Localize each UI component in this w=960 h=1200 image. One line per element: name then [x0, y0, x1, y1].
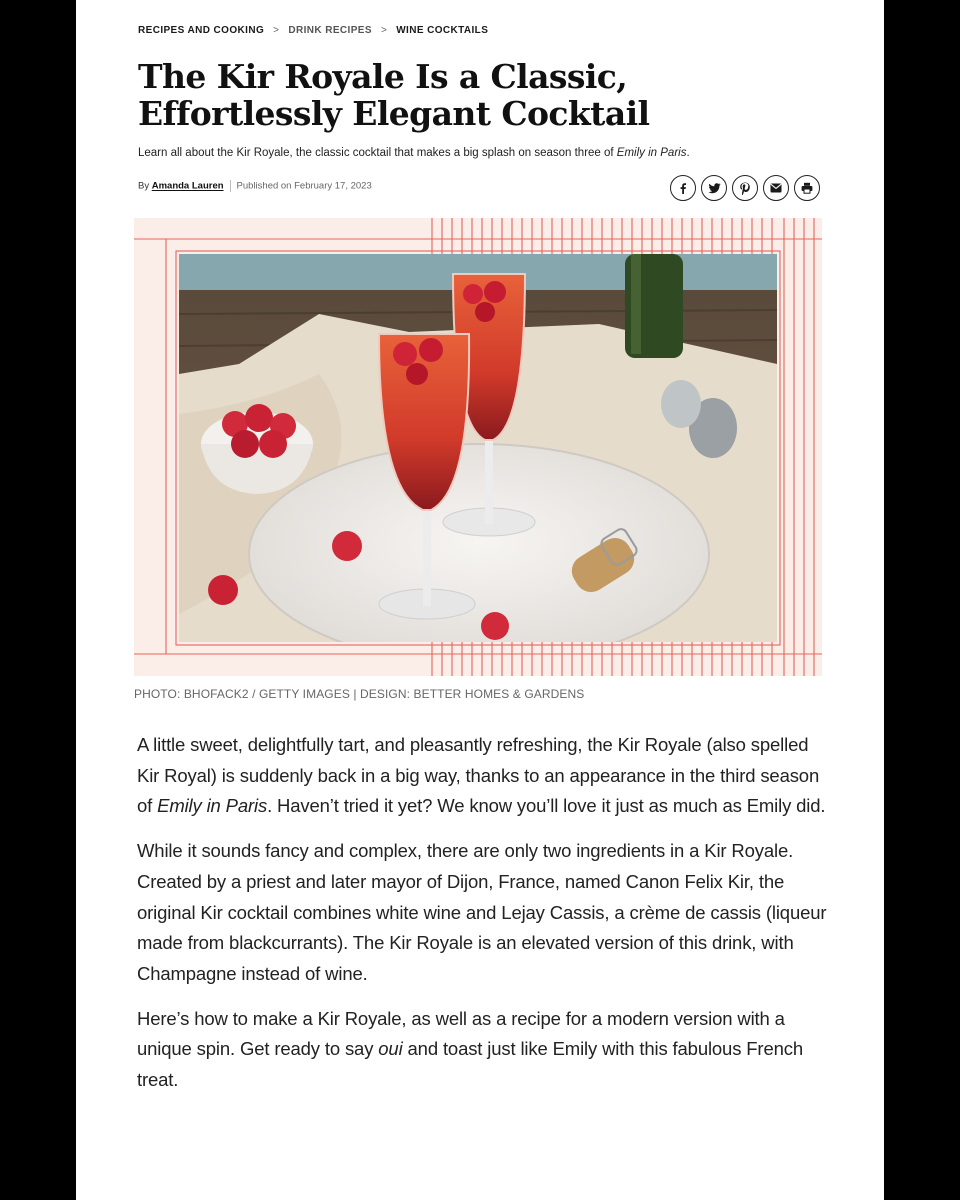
twitter-share-button[interactable]: [701, 175, 727, 201]
paragraph-1-show-title: Emily in Paris: [157, 795, 268, 817]
share-buttons: [670, 175, 820, 201]
breadcrumb-recipes-and-cooking[interactable]: RECIPES AND COOKING: [138, 25, 265, 36]
bottom-stripes: [432, 642, 772, 676]
breadcrumb-drink-recipes[interactable]: DRINK RECIPES: [288, 25, 372, 36]
chevron-right-icon: >: [273, 25, 280, 36]
page-title: The Kir Royale Is a Classic, Effortlessly Elegant Cocktail: [138, 57, 650, 133]
twitter-icon: [708, 182, 721, 194]
byline-prefix: By: [138, 180, 150, 192]
subtitle-show-title: Emily in Paris: [616, 147, 687, 159]
subtitle-text: Learn all about the Kir Royale, the classic cocktail that makes a big splash on season three of: [138, 147, 617, 159]
print-icon: [801, 182, 813, 194]
right-stripes: [784, 218, 814, 676]
photo-caption: PHOTO: BHOFACK2 / GETTY IMAGES | DESIGN: BETTER HOMES & GARDENS: [134, 687, 585, 701]
breadcrumb-wine-cocktails[interactable]: WINE COCKTAILS: [396, 25, 489, 36]
facebook-icon: [677, 182, 689, 194]
hero-image: [134, 218, 822, 676]
pinterest-icon: [739, 182, 751, 195]
breadcrumb: [138, 25, 488, 36]
author-link[interactable]: Amanda Lauren: [151, 180, 224, 192]
cocktail-illustration: [179, 254, 777, 642]
byline: [138, 180, 372, 192]
paragraph-3: [137, 1004, 827, 1096]
paragraph-3-text: Here’s how to make a Kir Royale, as well as a recipe for a modern version with a unique spin. Get ready to say: [137, 1007, 785, 1060]
subtitle-end: .: [686, 147, 690, 159]
pinterest-share-button[interactable]: [732, 175, 758, 201]
top-stripes: [432, 218, 772, 254]
byline-divider: [230, 180, 231, 192]
paragraph-1-text: A little sweet, delightfully tart, and pleasantly refreshing, the Kir Royale (also spelled Kir Royal) is suddenly back in a big way, thanks to an appearance in the third season of: [137, 734, 820, 817]
paragraph-1: [137, 730, 827, 822]
paragraph-3-end: and toast just like Emily with this fabulous French treat.: [137, 1038, 803, 1091]
kir-royale-photo: [179, 254, 777, 642]
email-share-button[interactable]: [763, 175, 789, 201]
chevron-right-icon: >: [380, 25, 388, 36]
paragraph-2: While it sounds fancy and complex, there are only two ingredients in a Kir Royale. Created by a priest and later mayor of Dijon, France, named Canon Felix Kir, the original Kir cocktail combines white wine and Lejay Cassis, a crème de cassis (liqueur made from blackcurrants). The Kir Royale is an elevated version of this drink, with Champagne instead of wine.: [137, 840, 827, 984]
facebook-share-button[interactable]: [670, 175, 696, 201]
email-icon: [770, 183, 782, 193]
article-body: [137, 730, 827, 1110]
paragraph-1-end: . Haven’t tried it yet? We know you’ll love it just as much as Emily did.: [267, 795, 826, 817]
paragraph-3-italic-word: oui: [378, 1038, 403, 1060]
print-button[interactable]: [794, 175, 820, 201]
publish-date: Published on February 17, 2023: [236, 180, 372, 192]
article-page: [76, 0, 884, 1200]
article-subtitle: [138, 147, 838, 159]
